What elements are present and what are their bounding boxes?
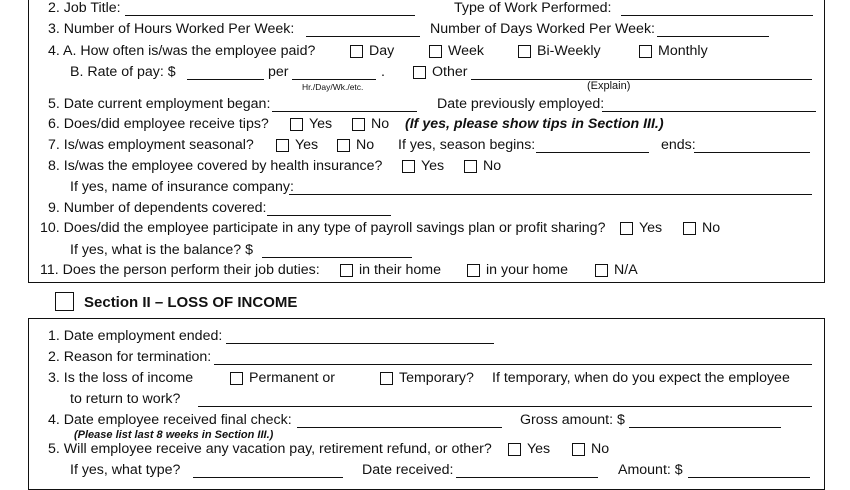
- tips-question: 6. Does/did employee receive tips?: [48, 116, 269, 132]
- season-ends-field[interactable]: [694, 152, 810, 153]
- seasonal-no-label: No: [356, 137, 375, 153]
- other-explain-field[interactable]: [471, 79, 812, 80]
- temporary-question: If temporary, when do you expect the employee: [492, 370, 790, 386]
- week-checkbox[interactable]: [429, 45, 442, 58]
- na-checkbox[interactable]: [595, 264, 608, 277]
- balance-field[interactable]: [262, 257, 412, 258]
- permanent-checkbox[interactable]: [230, 372, 243, 385]
- tips-yes-checkbox[interactable]: [290, 118, 303, 131]
- na-label: N/A: [614, 262, 638, 278]
- gross-amount-field[interactable]: [629, 427, 781, 428]
- date-received-label: Date received:: [362, 462, 454, 478]
- rate-period-dot: .: [381, 64, 385, 80]
- days-per-week-field[interactable]: [657, 36, 769, 37]
- their-home-label: in their home: [359, 262, 442, 278]
- loss-question: 3. Is the loss of income: [48, 370, 194, 386]
- seasonal-yes-label: Yes: [295, 137, 319, 153]
- insurance-name-field[interactable]: [289, 194, 812, 195]
- monthly-checkbox[interactable]: [639, 45, 652, 58]
- day-label: Day: [369, 43, 395, 59]
- rate-of-pay-label: B. Rate of pay: $: [70, 64, 176, 80]
- section2-checkbox[interactable]: [55, 292, 74, 311]
- week-label: Week: [448, 43, 485, 59]
- payroll-question: 10. Does/did the employee participate in any type of payroll savings plan or profit sharing?: [40, 220, 606, 236]
- what-type-field[interactable]: [193, 477, 343, 478]
- employment-began-field[interactable]: [272, 111, 417, 112]
- hours-per-week-field[interactable]: [306, 36, 420, 37]
- days-per-week-label: Number of Days Worked Per Week:: [430, 21, 655, 37]
- final-check-label: 4. Date employee received final check:: [48, 412, 292, 428]
- rate-of-pay-field[interactable]: [187, 79, 264, 80]
- vacation-yes-label: Yes: [527, 441, 551, 457]
- insurance-name-label: If yes, name of insurance company:: [70, 179, 294, 195]
- monthly-label: Monthly: [658, 43, 708, 59]
- amount-field[interactable]: [688, 477, 810, 478]
- your-home-label: in your home: [486, 262, 569, 278]
- payroll-yes-checkbox[interactable]: [620, 222, 633, 235]
- payroll-yes-label: Yes: [639, 220, 663, 236]
- temporary-checkbox[interactable]: [380, 372, 393, 385]
- reason-field[interactable]: [214, 364, 812, 365]
- what-type-label: If yes, what type?: [70, 462, 181, 478]
- seasonal-no-checkbox[interactable]: [337, 139, 350, 152]
- vacation-no-label: No: [591, 441, 610, 457]
- health-yes-label: Yes: [421, 158, 445, 174]
- explain-hint: (Explain): [587, 80, 631, 92]
- health-no-label: No: [483, 158, 502, 174]
- vacation-yes-checkbox[interactable]: [508, 443, 521, 456]
- your-home-checkbox[interactable]: [467, 264, 480, 277]
- tips-yes-label: Yes: [309, 116, 333, 132]
- payroll-no-label: No: [702, 220, 721, 236]
- health-no-checkbox[interactable]: [464, 160, 477, 173]
- permanent-label: Permanent or: [249, 370, 335, 386]
- date-ended-label: 1. Date employment ended:: [48, 328, 223, 344]
- dependents-field[interactable]: [267, 215, 391, 216]
- biweekly-label: Bi-Weekly: [537, 43, 601, 59]
- other-label: Other: [432, 64, 468, 80]
- employment-began-label: 5. Date current employment began:: [48, 96, 271, 112]
- reason-label: 2. Reason for termination:: [48, 349, 212, 365]
- vacation-question: 5. Will employee receive any vacation pay, retirement refund, or other?: [48, 441, 492, 457]
- per-label: per: [268, 64, 289, 80]
- type-of-work-label: Type of Work Performed:: [454, 0, 612, 16]
- duties-question: 11. Does the person perform their job duties:: [40, 262, 320, 278]
- previously-employed-field[interactable]: [602, 111, 816, 112]
- job-title-label: 2. Job Title:: [48, 0, 121, 16]
- health-yes-checkbox[interactable]: [402, 160, 415, 173]
- return-to-work-label: to return to work?: [70, 391, 181, 407]
- return-to-work-field[interactable]: [198, 406, 812, 407]
- other-checkbox[interactable]: [413, 66, 426, 79]
- day-checkbox[interactable]: [350, 45, 363, 58]
- rate-period-field[interactable]: [292, 79, 376, 80]
- season-begins-field[interactable]: [536, 152, 649, 153]
- dependents-label: 9. Number of dependents covered:: [48, 200, 267, 216]
- final-check-note: (Please list last 8 weeks in Section III.): [74, 429, 274, 441]
- seasonal-yes-checkbox[interactable]: [276, 139, 289, 152]
- gross-amount-label: Gross amount: $: [520, 412, 625, 428]
- paid-how-label: 4. A. How often is/was the employee paid?: [48, 43, 316, 59]
- section2-title: Section II – LOSS OF INCOME: [84, 294, 298, 311]
- vacation-no-checkbox[interactable]: [572, 443, 585, 456]
- tips-no-label: No: [371, 116, 390, 132]
- health-question: 8. Is/was the employee covered by health insurance?: [48, 158, 383, 174]
- tips-note: (If yes, please show tips in Section III.): [405, 116, 664, 132]
- biweekly-checkbox[interactable]: [518, 45, 531, 58]
- season-begins-label: If yes, season begins:: [398, 137, 536, 153]
- hours-per-week-label: 3. Number of Hours Worked Per Week:: [48, 21, 295, 37]
- date-received-field[interactable]: [456, 477, 598, 478]
- payroll-no-checkbox[interactable]: [683, 222, 696, 235]
- date-ended-field[interactable]: [226, 343, 494, 344]
- season-ends-label: ends:: [661, 137, 696, 153]
- amount-label: Amount: $: [618, 462, 683, 478]
- job-title-field[interactable]: [125, 15, 415, 16]
- previously-employed-label: Date previously employed:: [437, 96, 605, 112]
- temporary-label: Temporary?: [399, 370, 474, 386]
- balance-label: If yes, what is the balance? $: [70, 242, 253, 258]
- rate-period-hint: Hr./Day/Wk./etc.: [302, 82, 364, 92]
- type-of-work-field[interactable]: [621, 15, 813, 16]
- seasonal-question: 7. Is/was employment seasonal?: [48, 137, 254, 153]
- their-home-checkbox[interactable]: [340, 264, 353, 277]
- tips-no-checkbox[interactable]: [352, 118, 365, 131]
- final-check-field[interactable]: [297, 427, 502, 428]
